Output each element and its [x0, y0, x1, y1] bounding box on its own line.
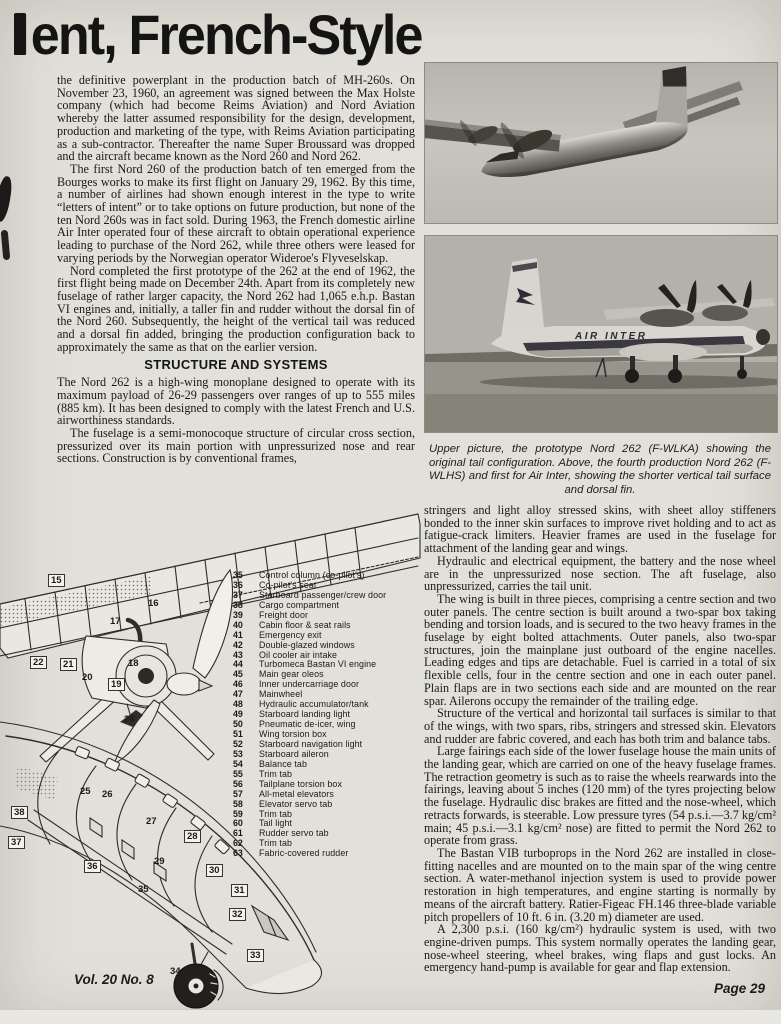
parts-list-row [233, 590, 423, 600]
part-number: 51 [233, 729, 243, 739]
section-subheading: STRUCTURE AND SYSTEMS [144, 357, 328, 373]
cutaway-callout: 38 [11, 806, 28, 819]
parts-list-row [233, 759, 423, 769]
part-label: Inner undercarriage door [259, 679, 360, 690]
part-number: 57 [233, 788, 243, 799]
cutaway-callout: 15 [48, 574, 65, 587]
parts-list-row [233, 669, 423, 679]
part-number: 43 [233, 649, 243, 660]
part-number: 47 [233, 689, 243, 700]
photo-caption: Upper picture, the prototype Nord 262 (F-WLKA) showing the original tail configuration. Above, the fourth production Nord 262 (F-WLHS) and first for Air Inter, showing the shorter vertical tail surface and dorsal fin. [429, 443, 771, 496]
part-label: Balance tab [259, 758, 307, 769]
body-paragraph: Structure of the vertical and horizontal tail surfaces is similar to that of the wings, with two spars, ribs, stringers and stressed skin. Elevators and rudder are fabric covered, and each has both trim and balance tabs. [424, 706, 776, 746]
parts-list-row [233, 749, 423, 759]
page-bottom-edge [0, 1009, 781, 1024]
parts-list-row [233, 838, 423, 848]
part-label: Starboard aileron [259, 748, 329, 759]
parts-list-row [233, 809, 423, 819]
part-label: Main gear oleos [259, 669, 324, 680]
cutaway-callout: 21 [60, 658, 77, 671]
parts-list-row [233, 699, 423, 709]
part-label: All-metal elevators [259, 788, 334, 799]
part-number: 38 [233, 599, 243, 610]
part-label: Wing torsion box [259, 729, 327, 739]
cutaway-callout: 31 [231, 884, 248, 897]
part-label: Co-pilot's seat [259, 579, 317, 590]
parts-list-row [233, 848, 423, 858]
footer-volume: Vol. 20 No. 8 [74, 972, 154, 987]
parts-list-row [233, 600, 423, 610]
parts-list-row [233, 679, 423, 689]
parts-list [233, 570, 423, 858]
body-paragraph: The fuselage is a semi-monocoque structure of circular cross section, pressurized over its main portion with unpressurized nose and rear sections. Construction is by conventional frames, [57, 425, 415, 466]
part-label: Trim tab [259, 838, 293, 849]
cutaway-callout: 30 [206, 864, 223, 877]
part-label: Control column (co-pilot's) [259, 570, 365, 580]
part-number: 44 [233, 659, 243, 670]
photo-block [424, 62, 776, 497]
part-number: 35 [233, 570, 243, 580]
part-number: 48 [233, 699, 243, 710]
part-number: 41 [233, 629, 243, 640]
cutaway-callout: 20 [82, 672, 93, 683]
part-number: 46 [233, 679, 243, 690]
footer-page-number: Page 29 [713, 981, 765, 996]
part-number: 55 [233, 768, 243, 779]
parts-list-row [233, 739, 423, 749]
cutaway-callout: 25 [80, 786, 91, 797]
parts-list-row [233, 650, 423, 660]
part-number: 42 [233, 639, 243, 650]
body-paragraph: The wing is built in three pieces, comprising a centre section and two outer panels. The centre section is built around a two-spar box taking bending and torsion loads, and is secured to the two heavy frames in the fuselage by eight bolted attachments. Outer panels, also two-spar structures, join the mainplane just outboard of the engine nacelles. Leading edges and tips are detachable. Fuel is carried in a total of six flexible cells, four in the centre section and one in each outer panel. Plain flaps are in two sections each side and are mounted on the rear spar. Ailerons occupy the remainder of the trailing edge. [424, 591, 776, 708]
part-label: Oil cooler air intake [259, 649, 338, 660]
photo-nord262-air-inter-ground [424, 235, 778, 433]
cutaway-callout: 26 [102, 789, 113, 800]
parts-list-row [233, 709, 423, 719]
part-label: Mainwheel [259, 689, 303, 700]
part-number: 37 [233, 589, 243, 600]
parts-list-row [233, 828, 423, 838]
left-text-column [57, 74, 415, 510]
part-number: 59 [233, 808, 243, 819]
part-number: 58 [233, 798, 243, 809]
part-number: 39 [233, 609, 243, 620]
cutaway-callout: 17 [110, 616, 121, 627]
part-number: 36 [233, 579, 243, 590]
body-paragraph: The Nord 262 is a high-wing monoplane designed to operate with its maximum payload of 26-29 passengers over ranges of up to 555 miles (885 km). It has been designed to comply with the latest French and U.S. airworthiness standards. [57, 375, 415, 428]
cutoff-letter-fragment [14, 13, 26, 55]
parts-list-row [233, 580, 423, 590]
spine-mark [0, 175, 14, 223]
cutaway-callout: 36 [84, 860, 101, 873]
part-label: Trim tab [259, 768, 293, 779]
part-label: Elevator servo tab [259, 798, 333, 809]
cutaway-callout: 37 [8, 836, 25, 849]
part-label: Starboard navigation light [259, 738, 363, 749]
part-number: 45 [233, 669, 243, 680]
body-paragraph: The Bastan VIB turboprops in the Nord 262 are installed in close-fitting nacelles and are mounted on to the main spar of the wing centre section. A water-methanol injection system is used to provide power restoration in high temperatures, and engine starting is normally by means of the aircraft battery. Ratier-Figeac FH.146 three-blade variable pitch propellers of 10 ft. 6 in. (3.20 m) diameter are used. [424, 845, 776, 924]
part-label: Rudder servo tab [259, 828, 329, 839]
parts-list-row [233, 719, 423, 729]
cutaway-callout: 27 [146, 816, 157, 827]
part-number: 40 [233, 619, 243, 630]
body-paragraph: Nord completed the first prototype of the 262 at the end of 1962, the first flight being made on December 24th. Apart from its completely new fuselage of rather larger capacity, the Nord 262 had 1,065 e.h.p. Bastan VI engines and, initially, a taller fin and rudder without the dorsal fin of the Nord 260. Subsequently, the height of the vertical tail was reduced and a dorsal fin added, bringing the production configuration back to approximately the same as that on the earlier version. [57, 263, 415, 354]
cutaway-callout: 18 [128, 658, 139, 669]
part-label: Trim tab [259, 808, 293, 819]
part-number: 63 [233, 848, 243, 859]
cutaway-callout: 33 [247, 949, 264, 962]
body-paragraph: Hydraulic and electrical equipment, the battery and the nose wheel are in the unpressurized nose section. The aft fuselage, also unpressurized, carries the tail unit. [424, 553, 776, 594]
cutaway-callout: 19 [108, 678, 125, 691]
part-number: 49 [233, 709, 243, 720]
part-number: 60 [233, 818, 243, 829]
cutaway-callout: 22 [30, 656, 47, 669]
body-paragraph: Large fairings each side of the lower fuselage house the main units of the landing gear, which are carried on one of the heavy fuselage frames. The retraction geometry is such as to raise the wheels rearwards into the fairings, leaving about 5 inches (120 mm) of the tyres projecting below the fuselage. Hydraulic disc brakes are fitted and the nose-wheel, which retracts forwards, is steerable. Low pressure tyres (54 p.s.i.—3.7 kg/cm² main; 45 p.s.i.—3.1 kg/cm² nose) are fitted to permit the Nord 262 to operate from grass. [424, 744, 776, 848]
parts-list-row [233, 729, 423, 739]
part-label: Fabric-covered rudder [259, 848, 349, 859]
part-label: Starboard passenger/crew door [259, 589, 387, 600]
parts-list-row [233, 610, 423, 620]
cutaway-callout: 32 [229, 908, 246, 921]
part-label: Pneumatic de-icer, wing [259, 719, 356, 730]
part-label: Emergency exit [259, 629, 322, 640]
body-paragraph: stringers and light alloy stressed skins, with sheet alloy stiffeners bonded to the inner skin surfaces to improve rivet holding and to act as fatigue-crack limiters. Heavier frames are used in the fuselage for attachment of the landing gear and wings. [424, 504, 776, 556]
parts-list-row [233, 769, 423, 779]
air-inter-titling: AIR INTER [575, 331, 648, 342]
cutaway-callout: 29 [154, 856, 165, 867]
parts-list-row [233, 799, 423, 809]
part-number: 56 [233, 778, 243, 789]
part-label: Tailplane torsion box [259, 778, 343, 789]
part-label: Hydraulic accumulator/tank [259, 699, 369, 710]
right-text-column [424, 504, 776, 988]
part-label: Starboard landing light [259, 709, 351, 720]
headline-text: ent, French-Style [30, 3, 422, 66]
page-headline [14, 2, 422, 67]
cutaway-callout: 16 [148, 598, 159, 609]
part-label: Tail light [259, 818, 293, 829]
photo-nord262-prototype-inflight [424, 62, 778, 224]
part-number: 52 [233, 738, 243, 749]
body-paragraph: the definitive powerplant in the production batch of MH-260s. On November 23, 1960, an agreement was signed between the Max Holste company (which had become Reims Aviation) and Nord Aviation whereby the latter assumed responsibility for the design, development, production and marketing of the type, with Reims Aviation participating as a sub-contractor. Thereafter the name Super Broussard was dropped and the aircraft became known as the Nord 260 and Nord 262. [57, 74, 415, 164]
spine-mark [1, 230, 11, 260]
cutaway-callout: 35 [138, 884, 149, 895]
part-number: 62 [233, 838, 243, 849]
part-number: 53 [233, 748, 243, 759]
parts-list-row [233, 789, 423, 799]
parts-list-row [233, 689, 423, 699]
parts-list-row [233, 818, 423, 828]
cutaway-callout: 34 [170, 966, 181, 977]
parts-list-row [233, 630, 423, 640]
cutaway-callout: 24 [124, 714, 135, 725]
part-number: 50 [233, 719, 243, 730]
body-paragraph: The first Nord 260 of the production batch of ten emerged from the Bourges works to make its first flight on January 29, 1962. By this time, a number of airlines had shown enough interest in the type to write “letters of intent” or to take options on future production, but none of the ten Nord 260s was in fact sold. During 1963, the French domestic airline Air Inter operated four of these aircraft to obtain operational experience leading to purchase of the Nord 262, while three others were leased for varying periods by the Norwegian operator Wideroe's Flyveselskap. [57, 161, 415, 265]
part-label: Cabin floor & seat rails [259, 619, 351, 630]
parts-list-row [233, 779, 423, 789]
parts-list-row [233, 640, 423, 650]
cutaway-callout: 28 [184, 830, 201, 843]
part-label: Double-glazed windows [259, 639, 355, 650]
parts-list-row [233, 659, 423, 669]
part-label: Cargo compartment [259, 599, 340, 610]
part-number: 54 [233, 758, 243, 769]
part-label: Freight door [259, 609, 309, 620]
parts-list-row [233, 620, 423, 630]
part-label: Turbomeca Bastan VI engine [259, 659, 377, 670]
body-paragraph: A 2,300 p.s.i. (160 kg/cm²) hydraulic system is used, with two engine-driven pumps. This system normally operates the landing gear, nose-wheel steering, wheel brakes, wing flaps and gust locks. An emergency hand-pump is available for gear and flap extension. [424, 922, 776, 975]
parts-list-row [233, 570, 423, 580]
part-number: 61 [233, 828, 243, 839]
